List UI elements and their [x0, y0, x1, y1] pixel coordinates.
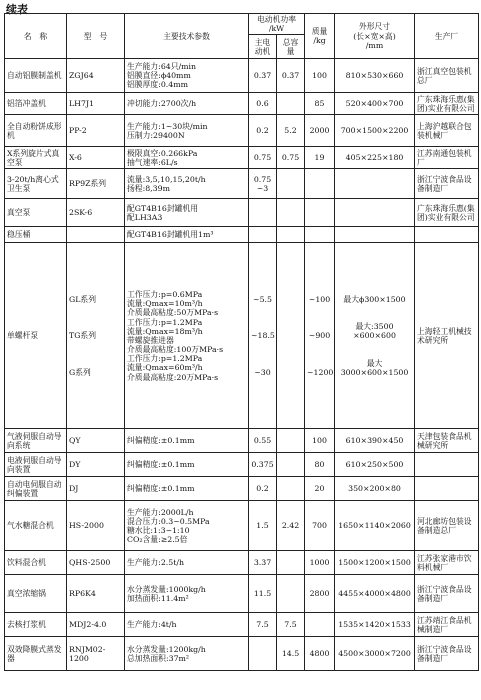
header-params: 主要技术参数 [125, 14, 249, 59]
table-row [5, 613, 479, 637]
cell-manufacturer: 天津包装食品机械研究所 [415, 429, 479, 453]
cell-main-motor: 11.5 [249, 575, 277, 613]
table-row [5, 115, 479, 147]
cell-name: 自动铝膜制盖机 [5, 59, 67, 93]
cell-params: 生产能力:2000L/h 混合压力:0.3~0.5MPa 糖水比:1:3~1:10 CO₂含量:≥2.5倍 [125, 501, 249, 551]
cell-params: 纠偏精度:±0.1mm [125, 453, 249, 477]
cell-total-capacity: 0.75 [277, 147, 305, 169]
cell-mass: 1000 [305, 551, 335, 575]
cell-mass: 100 [305, 59, 335, 93]
cell-main-motor: 1.5 [249, 501, 277, 551]
cell-mass [305, 169, 335, 199]
header-main-motor: 主电 动机 [249, 35, 277, 59]
cell-total-capacity [277, 199, 305, 227]
table-row [5, 93, 479, 115]
cell-total-capacity [277, 429, 305, 453]
cell-mass: 2800 [305, 575, 335, 613]
cell-mass: 2000 [305, 115, 335, 147]
table-body [5, 59, 479, 671]
header-dimensions: 外形尺寸 (长×宽×高) /mm [335, 14, 415, 59]
cell-dimensions: 405×225×180 [335, 147, 415, 169]
cell-name: 3-20t/h离心式卫生泵 [5, 169, 67, 199]
table-row [5, 227, 479, 243]
cell-params: 生产能力:1~30块/min 压制力:29400N [125, 115, 249, 147]
cell-model: QY [67, 429, 125, 453]
header-name: 名 称 [5, 14, 67, 59]
cell-main-motor: 0.37 [249, 59, 277, 93]
cell-params: 极限真空:0.266kPa 抽气速率:6L/s [125, 147, 249, 169]
cell-manufacturer [415, 453, 479, 477]
cell-name: 双效降膜式蒸发器 [5, 637, 67, 671]
cell-main-motor: 0.75 [249, 147, 277, 169]
page-title: 续表 [6, 3, 28, 16]
cell-model: RP6K4 [67, 575, 125, 613]
cell-main-motor [249, 637, 277, 671]
cell-mass [305, 199, 335, 227]
cell-name: 自动电伺服自动纠偏装置 [5, 477, 67, 501]
cell-model: RNJM02-1200 [67, 637, 125, 671]
cell-model: DJ [67, 477, 125, 501]
table-row [5, 501, 479, 551]
cell-mass: 85 [305, 93, 335, 115]
cell-manufacturer: 广东珠海乐惠(集团)实业有限公司 [415, 199, 479, 227]
cell-dimensions [335, 227, 415, 243]
cell-main-motor: 0.75 ~3 [249, 169, 277, 199]
cell-mass: 19 [305, 147, 335, 169]
cell-name: 全自动粉饼成形机 [5, 115, 67, 147]
cell-name: 气水糖混合机 [5, 501, 67, 551]
cell-params: 工作压力:p=0.6MPa 流量:Qmax=10m³/h 介质最高粘度:50万MPa·s 工作压力:p=1.2MPa 流量:Qmax=18m³/h 带螺旋推进器 介质最高粘度:100万MPa·s 工作压力:p=1.2MPa 流量:Qmax=60m³/h 介质最高粘度:20万MPa·s [125, 243, 249, 429]
cell-dimensions: 610×390×450 [335, 429, 415, 453]
cell-manufacturer: 河北廊坊包装设备制造总厂 [415, 501, 479, 551]
cell-dimensions: 1500×1200×1500 [335, 551, 415, 575]
cell-model: X-6 [67, 147, 125, 169]
cell-manufacturer: 上海轻工机械技术研究所 [415, 243, 479, 429]
cell-dimensions: 1650×1140×2060 [335, 501, 415, 551]
cell-params: 生产能力:64只/min 铝膜直径:ϕ40mm 铝膜厚度:0.4mm [125, 59, 249, 93]
table-row [5, 169, 479, 199]
cell-dimensions [335, 199, 415, 227]
cell-total-capacity [277, 477, 305, 501]
table-row [5, 477, 479, 501]
cell-mass [305, 613, 335, 637]
cell-dimensions: 520×400×700 [335, 93, 415, 115]
cell-total-capacity: 0.37 [277, 59, 305, 93]
cell-main-motor: 0.375 [249, 453, 277, 477]
cell-main-motor: 0.2 [249, 115, 277, 147]
cell-total-capacity [277, 243, 305, 429]
cell-main-motor: 7.5 [249, 613, 277, 637]
cell-params: 生产能力:4t/h [125, 613, 249, 637]
cell-dimensions: 350×200×80 [335, 477, 415, 501]
cell-params: 冲切能力:2700次/h [125, 93, 249, 115]
cell-dimensions [335, 169, 415, 199]
cell-model: LH7J1 [67, 93, 125, 115]
cell-dimensions: 4500×3000×7200 [335, 637, 415, 671]
cell-dimensions: 4455×4000×4800 [335, 575, 415, 613]
cell-name: 真空浓缩锅 [5, 575, 67, 613]
cell-main-motor: 0.6 [249, 93, 277, 115]
cell-name: 去核打浆机 [5, 613, 67, 637]
cell-name: 单螺杆泵 [5, 243, 67, 429]
cell-mass: ~100 ~900 ~1200 [305, 243, 335, 429]
cell-params: 流量:3,5,10,15,20t/h 扬程:8,39m [125, 169, 249, 199]
cell-params: 配GT4B16封罐机用 配LH3A3 [125, 199, 249, 227]
cell-name: 真空泵 [5, 199, 67, 227]
cell-total-capacity [277, 227, 305, 243]
cell-manufacturer: 浙江宁波食品设备制造厂 [415, 575, 479, 613]
cell-manufacturer: 浙江宁波食品设备制造厂 [415, 169, 479, 199]
table-row [5, 551, 479, 575]
cell-name: 气液伺服自动导向系统 [5, 429, 67, 453]
cell-total-capacity [277, 169, 305, 199]
cell-name: 饮料混合机 [5, 551, 67, 575]
cell-model: ZGJ64 [67, 59, 125, 93]
cell-name: 铝箔冲盖机 [5, 93, 67, 115]
cell-params: 水分蒸发量:1000kg/h 加热面积:11.4m² [125, 575, 249, 613]
table-row [5, 147, 479, 169]
table-row [5, 575, 479, 613]
table-row [5, 637, 479, 671]
cell-main-motor: 0.2 [249, 477, 277, 501]
cell-manufacturer: 上海沪越联合包装机械厂 [415, 115, 479, 147]
cell-mass: 700 [305, 501, 335, 551]
cell-main-motor [249, 199, 277, 227]
cell-model: DY [67, 453, 125, 477]
cell-total-capacity [277, 453, 305, 477]
cell-dimensions: 最大ϕ300×1500 最大:3500 ×600×600 最大 3000×600×1500 [335, 243, 415, 429]
table-row [5, 243, 479, 429]
cell-model: RP9Z系列 [67, 169, 125, 199]
cell-main-motor [249, 227, 277, 243]
cell-manufacturer: 江苏张家港市饮料机械厂 [415, 551, 479, 575]
cell-total-capacity [277, 575, 305, 613]
cell-model [67, 227, 125, 243]
cell-model: MDJ2-4.0 [67, 613, 125, 637]
cell-dimensions: 700×1500×2200 [335, 115, 415, 147]
cell-mass: 80 [305, 453, 335, 477]
table-row [5, 199, 479, 227]
cell-name: X系列旋片式真空泵 [5, 147, 67, 169]
cell-params: 配GT4B16封罐机用1m³ [125, 227, 249, 243]
cell-main-motor: ~5.5 ~18.5 ~30 [249, 243, 277, 429]
cell-manufacturer [415, 477, 479, 501]
cell-total-capacity: 2.42 [277, 501, 305, 551]
cell-name: 电液伺服自动导向装置 [5, 453, 67, 477]
header-manufacturer: 生产厂 [415, 14, 479, 59]
header-power: 电动机功率 /kW [249, 14, 305, 35]
cell-mass: 4800 [305, 637, 335, 671]
header-total-capacity: 总容量 [277, 35, 305, 59]
cell-params: 纠偏精度:±0.1mm [125, 477, 249, 501]
cell-manufacturer: 江苏南通包装机厂 [415, 147, 479, 169]
cell-params: 生产能力:2.5t/h [125, 551, 249, 575]
cell-total-capacity [277, 551, 305, 575]
cell-total-capacity: 14.5 [277, 637, 305, 671]
header-mass: 质量 /kg [305, 14, 335, 59]
cell-total-capacity [277, 93, 305, 115]
cell-model: 2SK-6 [67, 199, 125, 227]
cell-model: HS-2000 [67, 501, 125, 551]
cell-manufacturer: 江苏靖江食品机械制造厂 [415, 613, 479, 637]
cell-manufacturer [415, 227, 479, 243]
cell-mass: 20 [305, 477, 335, 501]
cell-dimensions: 810×530×660 [335, 59, 415, 93]
cell-params: 水分蒸发量:1200kg/h 总加热面积:37m² [125, 637, 249, 671]
cell-main-motor: 0.55 [249, 429, 277, 453]
table-row [5, 453, 479, 477]
cell-model: GL系列 TG系列 G系列 [67, 243, 125, 429]
cell-dimensions: 1535×1420×1533 [335, 613, 415, 637]
equipment-table [4, 13, 479, 671]
cell-mass [305, 227, 335, 243]
cell-dimensions: 610×250×500 [335, 453, 415, 477]
table-row [5, 59, 479, 93]
cell-total-capacity: 7.5 [277, 613, 305, 637]
header-model: 型 号 [67, 14, 125, 59]
cell-total-capacity: 5.2 [277, 115, 305, 147]
cell-params: 纠偏精度:±0.1mm [125, 429, 249, 453]
cell-manufacturer: 浙江宁波食品设备制造厂 [415, 637, 479, 671]
cell-main-motor: 3.37 [249, 551, 277, 575]
cell-manufacturer: 广东珠海乐惠(集团)实业有限公司 [415, 93, 479, 115]
cell-model: QHS-2500 [67, 551, 125, 575]
cell-model: PP-2 [67, 115, 125, 147]
cell-manufacturer: 浙江真空包装机总厂 [415, 59, 479, 93]
table-row [5, 429, 479, 453]
cell-mass: 100 [305, 429, 335, 453]
cell-name: 稳压桶 [5, 227, 67, 243]
